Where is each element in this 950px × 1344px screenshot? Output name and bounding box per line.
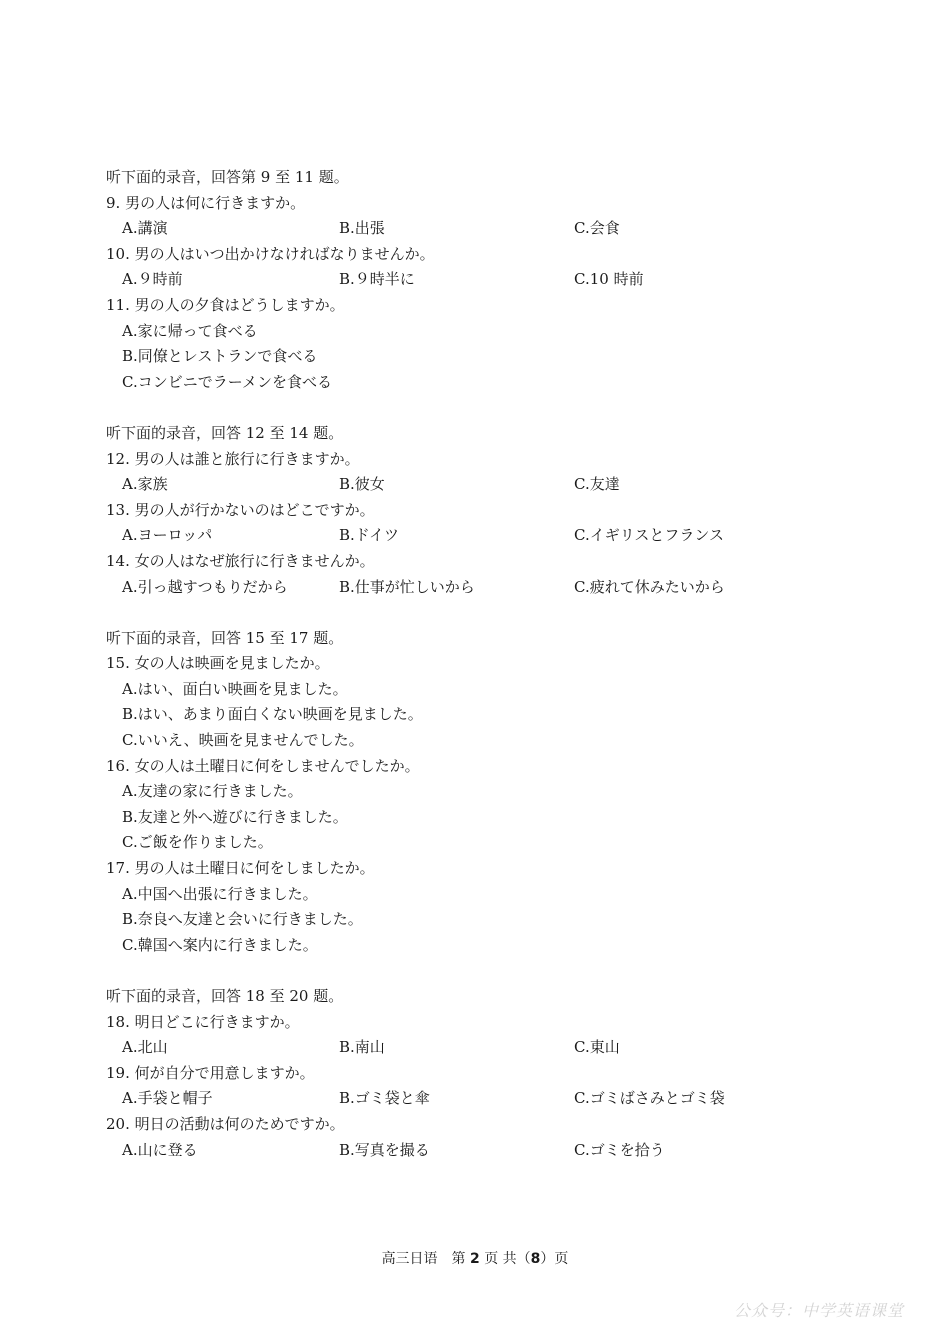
question-14: 14. 女の人はなぜ旅行に行きませんか。 bbox=[106, 551, 375, 570]
options-row bbox=[106, 267, 866, 293]
options-row bbox=[106, 1035, 866, 1061]
option-a: A.山に登る bbox=[122, 1140, 198, 1159]
question-20: 20. 明日の活動は何のためですか。 bbox=[106, 1114, 345, 1133]
question-17: 17. 男の人は土曜日に何をしましたか。 bbox=[106, 859, 375, 878]
option-a: A.友達の家に行きました。 bbox=[122, 782, 303, 801]
option-b: B.友達と外へ遊びに行きました。 bbox=[122, 807, 348, 826]
options-row bbox=[106, 472, 866, 498]
option-a: A.家に帰って食べる bbox=[122, 321, 258, 340]
option-c: C.ゴミばさみとゴミ袋 bbox=[574, 1089, 725, 1108]
question-11: 11. 男の人の夕食はどうしますか。 bbox=[106, 295, 345, 314]
option-a: A.中国へ出張に行きました。 bbox=[122, 884, 318, 903]
options-row bbox=[106, 1086, 866, 1112]
option-b: B.同僚とレストランで食べる bbox=[122, 347, 318, 366]
question-13: 13. 男の人が行かないのはどこですか。 bbox=[106, 500, 375, 519]
question-16: 16. 女の人は土曜日に何をしませんでしたか。 bbox=[106, 756, 420, 775]
section-instruction: 听下面的录音，回答 15 至 17 题。 bbox=[106, 628, 344, 647]
question-18: 18. 明日どこに行きますか。 bbox=[106, 1012, 300, 1031]
option-b: B.奈良へ友達と会いに行きました。 bbox=[122, 910, 363, 929]
option-c: C.疲れて休みたいから bbox=[574, 577, 725, 596]
option-a: A.講演 bbox=[122, 219, 168, 238]
question-15: 15. 女の人は映画を見ましたか。 bbox=[106, 654, 330, 673]
option-c: C.友達 bbox=[574, 475, 620, 494]
option-c: C.イギリスとフランス bbox=[574, 526, 724, 545]
option-b: B.ドイツ bbox=[339, 526, 400, 545]
options-row bbox=[106, 216, 866, 242]
option-a: A.手袋と帽子 bbox=[122, 1089, 213, 1108]
footer-page-number: 2 bbox=[470, 1251, 480, 1267]
section-gap bbox=[106, 600, 866, 626]
options-row bbox=[106, 523, 866, 549]
footer-suffix: ）页 bbox=[540, 1251, 569, 1267]
option-c: C.コンビニでラーメンを食べる bbox=[122, 372, 332, 391]
footer-middle: 页 共（ bbox=[479, 1251, 531, 1267]
section-gap bbox=[106, 958, 866, 984]
option-c: C.韓国へ案内に行きました。 bbox=[122, 935, 318, 954]
option-b: B.彼女 bbox=[339, 475, 385, 494]
option-a: A.はい、面白い映画を見ました。 bbox=[122, 679, 348, 698]
section-instruction: 听下面的录音，回答 12 至 14 题。 bbox=[106, 423, 344, 442]
option-b: B.出張 bbox=[339, 219, 385, 238]
option-a: A.家族 bbox=[122, 475, 168, 494]
footer-total-pages: 8 bbox=[530, 1251, 541, 1267]
option-c: C.10 時前 bbox=[574, 270, 644, 289]
option-c: C.ゴミを拾う bbox=[574, 1140, 665, 1159]
watermark: 公众号：中学英语课堂 bbox=[733, 1301, 904, 1320]
question-10: 10. 男の人はいつ出かけなければなりませんか。 bbox=[106, 244, 435, 263]
section-instruction: 听下面的录音，回答第 9 至 11 题。 bbox=[106, 168, 349, 186]
question-9: 9. 男の人は何に行きますか。 bbox=[106, 193, 306, 212]
question-list bbox=[106, 165, 866, 1163]
option-a: A.９時前 bbox=[122, 270, 183, 289]
section-gap bbox=[106, 395, 866, 421]
option-a: A.北山 bbox=[122, 1038, 168, 1057]
section-instruction: 听下面的录音，回答 18 至 20 题。 bbox=[106, 987, 344, 1005]
option-b: B.ゴミ袋と傘 bbox=[339, 1089, 430, 1108]
question-19: 19. 何が自分で用意しますか。 bbox=[106, 1063, 315, 1082]
option-c: C.ご飯を作りました。 bbox=[122, 833, 273, 852]
option-b: B.はい、あまり面白くない映画を見ました。 bbox=[122, 705, 423, 724]
option-c: C.いいえ、映画を見ませんでした。 bbox=[122, 731, 364, 750]
option-b: B.写真を撮る bbox=[339, 1140, 430, 1159]
option-b: B.仕事が忙しいから bbox=[339, 577, 475, 596]
page-footer bbox=[0, 1248, 950, 1268]
option-b: B.９時半に bbox=[339, 270, 415, 289]
option-b: B.南山 bbox=[339, 1038, 385, 1057]
options-row bbox=[106, 1138, 866, 1164]
question-12: 12. 男の人は誰と旅行に行きますか。 bbox=[106, 449, 360, 468]
option-c: C.会食 bbox=[574, 219, 620, 238]
options-row bbox=[106, 575, 866, 601]
option-c: C.東山 bbox=[574, 1038, 620, 1057]
option-a: A.引っ越すつもりだから bbox=[122, 577, 288, 596]
footer-prefix: 高三日语 第 bbox=[381, 1251, 471, 1267]
option-a: A.ヨーロッパ bbox=[122, 526, 213, 545]
